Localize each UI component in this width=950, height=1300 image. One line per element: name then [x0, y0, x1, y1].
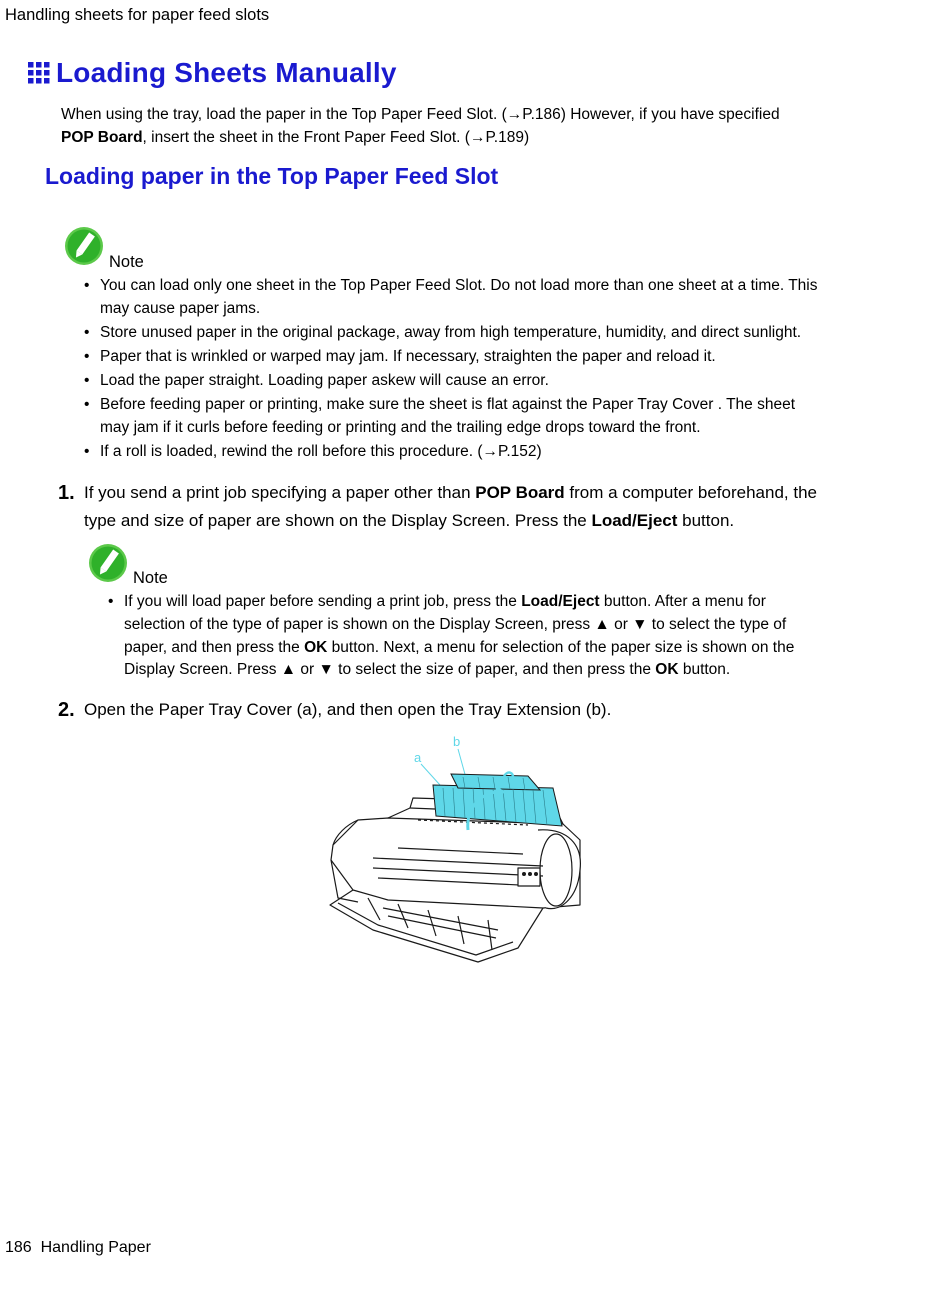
step-text — [84, 479, 824, 535]
list-item: • Store unused paper in the original package, away from high temperature, humidity, and direct sunlight. — [84, 322, 824, 345]
section-title: Loading Sheets Manually — [56, 57, 397, 88]
list-item: • Load the paper straight. Loading paper askew will cause an error. — [84, 370, 824, 393]
footer-chapter: Handling Paper — [40, 1239, 151, 1256]
page-footer — [5, 1239, 151, 1257]
note-list — [108, 591, 820, 683]
list-item — [108, 591, 820, 682]
note-load-eject: Load/Eject — [521, 593, 600, 610]
intro-line1: When using the tray, load the paper in the Top Paper Feed Slot. (→P.186) However, if you have specified — [61, 106, 780, 123]
note-title: Note — [109, 253, 144, 271]
subsection-title: Loading paper in the Top Paper Feed Slot — [45, 163, 499, 189]
intro-paragraph — [61, 104, 901, 149]
note-text-part: button. Next, a menu for selection of the paper size is shown on the Display Screen. Press ▲ or ▼ to select the size of paper, and then press the — [124, 638, 795, 679]
step-number: 1. — [58, 482, 75, 504]
printer-illustration — [318, 730, 598, 970]
list-item: • You can load only one sheet in the Top Paper Feed Slot. Do not load more than one sheet at a time. This may cause paper jams. — [84, 275, 824, 321]
step-text-part: If you send a print job specifying a paper other than — [84, 483, 476, 502]
note-box-2 — [88, 543, 848, 688]
list-item: • Before feeding paper or printing, make sure the sheet is flat against the Paper Tray Cover . The sheet may jam if it curls before feeding or printing and the trailing edge drops toward the front. — [84, 394, 824, 440]
step-number: 2. — [58, 699, 75, 721]
step-pop-board: POP Board — [475, 483, 565, 502]
note-text-part: button. — [678, 661, 731, 679]
step-load-eject: Load/Eject — [591, 511, 678, 530]
note-ok: OK — [304, 638, 328, 656]
list-item: • If a roll is loaded, rewind the roll before this procedure. (→P.152) — [84, 441, 824, 464]
note-text-part: If you will load paper before sending a print job, press the — [124, 593, 522, 610]
list-item: • Paper that is wrinkled or warped may jam. If necessary, straighten the paper and reload it. — [84, 346, 824, 369]
note-title: Note — [133, 569, 168, 587]
page-number: 186 — [5, 1239, 32, 1256]
note-box-1 — [64, 226, 864, 466]
note-pencil-icon — [64, 226, 104, 266]
step-text-part: from a computer beforehand, the type and size of paper are shown on the Display Screen. Press the — [84, 483, 817, 530]
note-text-part: button. After a menu for selection of the type of paper is shown on the Display Screen, press ▲ or ▼ to select the type of paper, and then press the — [124, 593, 787, 656]
grid-icon — [28, 62, 50, 84]
note-ok: OK — [655, 661, 679, 679]
step-text: Open the Paper Tray Cover (a), and then open the Tray Extension (b). — [84, 700, 612, 719]
section-heading — [28, 57, 397, 89]
note-list — [84, 275, 824, 465]
intro-pop-board: POP Board — [61, 128, 143, 146]
note-pencil-icon — [88, 543, 128, 583]
running-header: Handling sheets for paper feed slots — [5, 6, 270, 24]
label-b: b — [453, 734, 461, 749]
label-a: a — [414, 750, 422, 765]
step-text-part: button. — [677, 511, 735, 530]
intro-line2: , insert the sheet in the Front Paper Feed Slot. (→P.189) — [142, 128, 530, 146]
